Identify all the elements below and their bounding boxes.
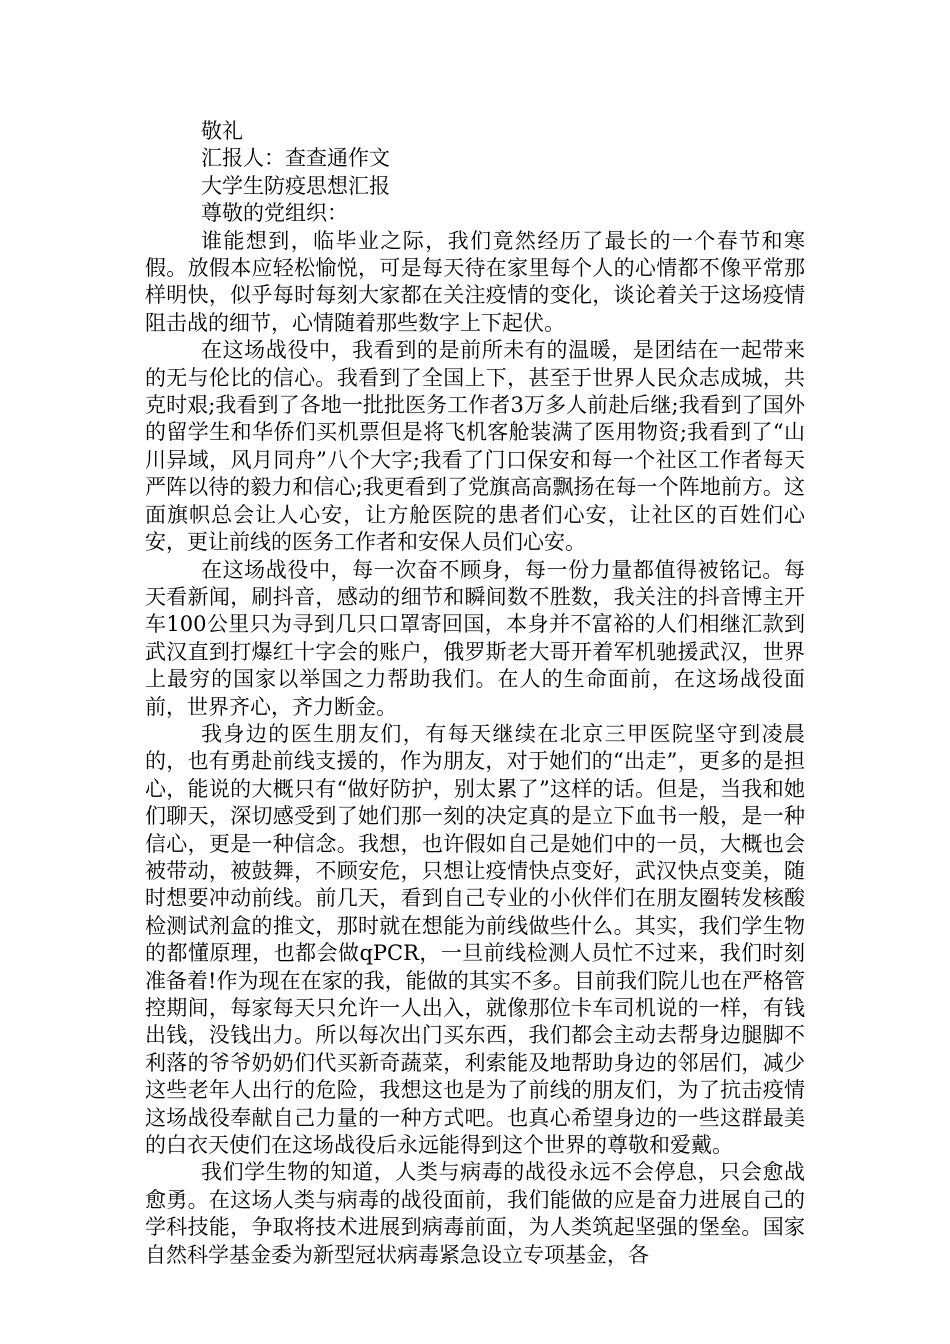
paragraph-2: 在这场战役中，我看到的是前所未有的温暖，是团结在一起带来的无与伦比的信心。我看到了全国上下，甚至于世界人民众志成城，共克时艰;我看到了各地一批批医务工作者3万多人前赴后继;我看到了国外的留学生和华侨们买机票但是将飞机客舱装满了医用物资;我看到了“山川异域，风月同舟”八个大字;我看了门口保安和每一个社区工作者每天严阵以待的毅力和信心;我更看到了党旗高高飘扬在每一个阵地前方。这面旗帜总会让人心安，让方舱医院的患者们心安，让社区的百姓们心安，更让前线的医务工作者和安保人员们心安。: [145, 338, 805, 555]
document-body: [145, 118, 805, 1269]
reporter-line: 汇报人：查查通作文: [201, 146, 390, 171]
document-title: 大学生防疫思想汇报: [201, 173, 390, 198]
greeting-line: 尊敬的党组织：: [201, 201, 348, 226]
paragraph-1: 谁能想到，临毕业之际，我们竟然经历了最长的一个春节和寒假。放假本应轻松愉悦，可是每天待在家里每个人的心情都不像平常那样明快，似乎每时每刻大家都在关注疫情的变化，谈论着关于这场疫情阻击战的细节，心情随着那些数字上下起伏。: [145, 228, 805, 335]
paragraph-4: 我身边的医生朋友们，有每天继续在北京三甲医院坚守到凌晨的，也有勇赴前线支援的，作为朋友，对于她们的“出走”，更多的是担心，能说的大概只有“做好防护，别太累了”这样的话。但是，当我和她们聊天，深切感受到了她们那一刻的决定真的是立下血书一般，是一种信心，更是一种信念。我想，也许假如自己是她们中的一员，大概也会被带动，被鼓舞，不顾安危，只想让疫情快点变好，武汉快点变美，随时想要冲动前线。前几天，看到自己专业的小伙伴们在朋友圈转发核酸检测试剂盒的推文，那时就在想能为前线做些什么。其实，我们学生物的都懂原理，也都会做qPCR，一旦前线检测人员忙不过来，我们时刻准备着!作为现在在家的我，能做的其实不多。目前我们院儿也在严格管控期间，每家每天只允许一人出入，就像那位卡车司机说的一样，有钱出钱，没钱出力。所以每次出门买东西，我们都会主动去帮身边腿脚不利落的爷爷奶奶们代买新奇蔬菜，利索能及地帮助身边的邻居们，减少这些老年人出行的危险，我想这也是为了前线的朋友们，为了抗击疫情这场战役奉献自己力量的一种方式吧。也真心希望身边的一些这群最美的白衣天使们在这场战役后永远能得到这个世界的尊敬和爱戴。: [145, 721, 805, 1158]
closing-salutation: 敬礼: [201, 119, 243, 143]
paragraph-5: 我们学生物的知道，人类与病毒的战役永远不会停息，只会愈战愈勇。在这场人类与病毒的战役面前，我们能做的应是奋力进展自己的学科技能，争取将技术进展到病毒前面，为人类筑起坚强的堡垒。国家自然科学基金委为新型冠状病毒紧急设立专项基金，各: [145, 1160, 805, 1267]
paragraph-3: 在这场战役中，每一次奋不顾身，每一份力量都值得被铭记。每天看新闻，刷抖音，感动的细节和瞬间数不胜数，我关注的抖音博主开车100公里只为寻到几只口罩寄回国，本身并不富裕的人们相继汇款到武汉直到打爆红十字会的账户，俄罗斯老大哥开着军机驰援武汉，世界上最穷的国家以举国之力帮助我们。在人的生命面前，在这场战役面前，世界齐心，齐力断金。: [145, 557, 805, 719]
